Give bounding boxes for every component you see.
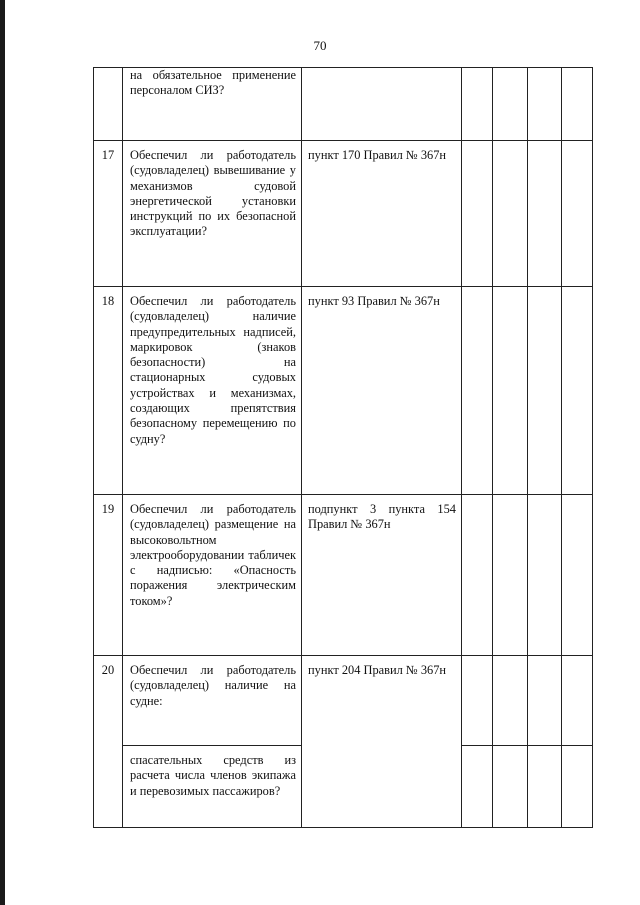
row-number: 17: [94, 141, 123, 287]
question-text: Обеспечил ли работодатель (судовладелец) наличие на судне:: [130, 663, 296, 708]
reference-text: пункт 204 Правил № 367н: [308, 663, 447, 677]
comment-cell: [562, 287, 593, 495]
reference-text: пункт 93 Правил № 367н: [308, 294, 440, 308]
answer-cell: [528, 746, 562, 828]
comment-cell: [562, 746, 593, 828]
question-text: Обеспечил ли работодатель (судовладелец) размещение на высоковольтном электрооборудовании табличек с надписью: «Опасность поражения электрическим током»?: [130, 502, 296, 608]
reference-cell: [302, 141, 462, 287]
answer-cell: [493, 68, 528, 141]
table-row: [94, 656, 593, 746]
comment-cell: [562, 495, 593, 656]
answer-cell: [462, 287, 493, 495]
row-number: 19: [94, 495, 123, 656]
answer-cell: [462, 495, 493, 656]
table-row: [94, 68, 593, 141]
question-cell: [123, 495, 302, 656]
question-cell: [123, 68, 302, 141]
answer-cell: [493, 141, 528, 287]
row-number: 20: [94, 656, 123, 828]
row-number-cell: [94, 68, 123, 141]
answer-cell: [528, 495, 562, 656]
reference-cell: [302, 287, 462, 495]
question-text: Обеспечил ли работодатель (судовладелец) наличие предупредительных надписей, маркировок (знаков безопасности) на стационарных судовых устройствах и механизмах, создающих препятствия безопасному перемещению по судну?: [130, 294, 296, 446]
answer-cell: [528, 656, 562, 746]
answer-cell: [493, 746, 528, 828]
reference-text: пункт 170 Правил № 367н: [308, 148, 447, 162]
answer-cell: [493, 495, 528, 656]
question-text: на обязательное применение персоналом СИЗ?: [130, 68, 296, 98]
reference-cell: [302, 656, 462, 828]
question-cell: [123, 656, 302, 746]
answer-cell: [528, 68, 562, 141]
answer-cell: [493, 287, 528, 495]
comment-cell: [562, 68, 593, 141]
table-row: [94, 287, 593, 495]
answer-cell: [528, 287, 562, 495]
question-cell: [123, 287, 302, 495]
comment-cell: [562, 141, 593, 287]
answer-cell: [462, 68, 493, 141]
answer-cell: [462, 141, 493, 287]
reference-cell: [302, 495, 462, 656]
row-number: 18: [94, 287, 123, 495]
answer-cell: [462, 746, 493, 828]
checklist-table: [93, 67, 593, 828]
sub-question-cell: [123, 746, 302, 828]
reference-cell: [302, 68, 462, 141]
table-row: [94, 141, 593, 287]
page-number: 70: [313, 38, 327, 53]
table-row: [94, 495, 593, 656]
reference-text: подпункт 3 пункта 154 Правил № 367н: [308, 502, 456, 532]
comment-cell: [562, 656, 593, 746]
question-text: Обеспечил ли работодатель (судовладелец) вывешивание у механизмов судовой энергетической установки инструкций по их безопасной эксплуатации?: [130, 148, 296, 239]
answer-cell: [493, 656, 528, 746]
sub-question-text: спасательных средств из расчета числа членов экипажа и перевозимых пассажиров?: [130, 753, 296, 798]
question-cell: [123, 141, 302, 287]
answer-cell: [462, 656, 493, 746]
scan-left-edge: [0, 0, 5, 905]
answer-cell: [528, 141, 562, 287]
